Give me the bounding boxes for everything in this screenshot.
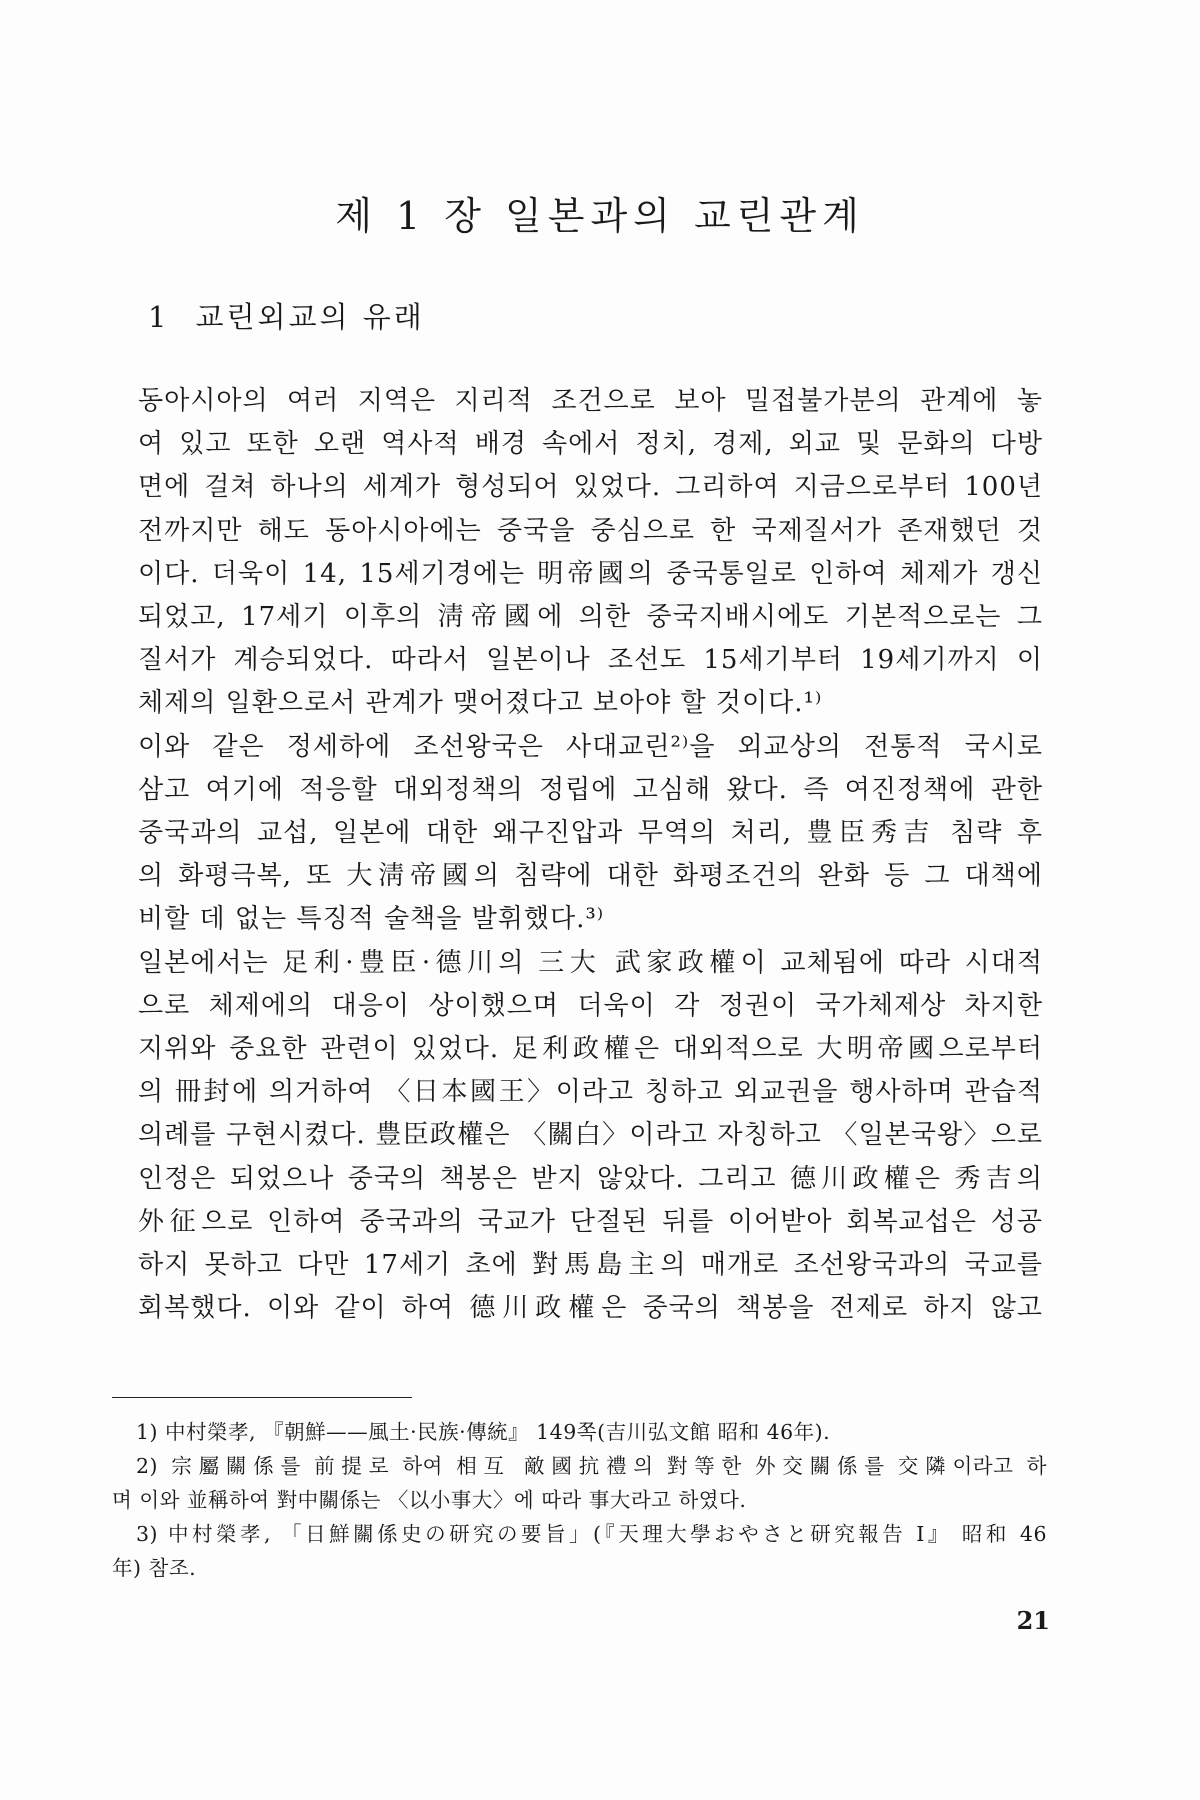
footnotes bbox=[112, 1415, 1047, 1585]
section-number: 1 bbox=[148, 300, 170, 334]
text-line: 의 冊封에 의거하여 〈日本國王〉이라고 칭하고 외교권을 행사하며 관습적 bbox=[138, 1077, 1043, 1108]
chapter-title: 제 1 장 일본과의 교린관계 bbox=[335, 194, 865, 239]
text-line: 면에 걸쳐 하나의 세계가 형성되어 있었다. 그리하여 지금으로부터 100년 bbox=[138, 472, 1043, 503]
text-line: 인정은 되었으나 중국의 책봉은 받지 않았다. 그리고 德川政權은 秀吉의 bbox=[138, 1163, 1043, 1194]
footnote-1 bbox=[112, 1415, 1047, 1449]
text-line: 하지 못하고 다만 17세기 초에 對馬島主의 매개로 조선왕국과의 국교를 bbox=[138, 1250, 1043, 1281]
footnote-line: 1) 中村榮孝, 『朝鮮——風土·民族·傳統』 149쪽(吉川弘文館 昭和 46年). bbox=[136, 1420, 831, 1444]
footnote-line: 3) 中村榮孝, 「日鮮關係史の研究の要旨」(『天理大學おやさと研究報告 Ⅰ』 昭和 46 bbox=[136, 1522, 1047, 1546]
footnote-line: 2) 宗屬關係를 前提로 하여 相互 敵國抗禮의 對等한 外交關係를 交隣이라고 하 bbox=[136, 1454, 1047, 1478]
text-line: 전까지만 해도 동아시아에는 중국을 중심으로 한 국제질서가 존재했던 것 bbox=[138, 515, 1043, 546]
text-line: 이와 같은 정세하에 조선왕국은 사대교린²⁾을 외교상의 전통적 국시로 bbox=[138, 731, 1043, 762]
text-line: 여 있고 또한 오랜 역사적 배경 속에서 정치, 경제, 외교 및 문화의 다방 bbox=[138, 429, 1043, 460]
page-number: 21 bbox=[1016, 1606, 1050, 1635]
text-line: 이다. 더욱이 14, 15세기경에는 明帝國의 중국통일로 인하여 체제가 갱신 bbox=[138, 558, 1043, 589]
footnote-line: 年) 참조. bbox=[112, 1556, 197, 1580]
text-line: 되었고, 17세기 이후의 淸帝國에 의한 중국지배시에도 기본적으로는 그 bbox=[138, 602, 1043, 633]
footnote-line: 며 이와 並稱하여 對中關係는 〈以小事大〉에 따라 事大라고 하였다. bbox=[112, 1488, 747, 1512]
text-line: 체제의 일환으로서 관계가 맺어졌다고 보아야 할 것이다.¹⁾ bbox=[138, 688, 823, 719]
text-line: 회복했다. 이와 같이 하여 德川政權은 중국의 책봉을 전제로 하지 않고 bbox=[138, 1293, 1043, 1324]
footnote-2 bbox=[112, 1449, 1047, 1517]
text-line: 동아시아의 여러 지역은 지리적 조건으로 보아 밀접불가분의 관계에 놓 bbox=[138, 386, 1043, 416]
text-line: 外征으로 인하여 중국과의 국교가 단절된 뒤를 이어받아 회복교섭은 성공 bbox=[138, 1206, 1043, 1237]
text-line: 중국과의 교섭, 일본에 대한 왜구진압과 무역의 처리, 豊臣秀吉 침략 후 bbox=[138, 818, 1043, 849]
paragraph-3 bbox=[138, 942, 1043, 1331]
body-text bbox=[138, 380, 1043, 1330]
text-line: 일본에서는 足利·豊臣·德川의 三大 武家政權이 교체됨에 따라 시대적 bbox=[138, 947, 1043, 978]
text-line: 의례를 구현시켰다. 豊臣政權은 〈關白〉이라고 자칭하고 〈일본국왕〉으로 bbox=[138, 1120, 1043, 1151]
section-heading bbox=[148, 295, 425, 336]
section-title: 교린외교의 유래 bbox=[195, 300, 425, 334]
text-line: 으로 체제에의 대응이 상이했으며 더욱이 각 정권이 국가체제상 차지한 bbox=[138, 990, 1043, 1021]
text-line: 비할 데 없는 특징적 술책을 발휘했다.³⁾ bbox=[138, 904, 605, 935]
text-line: 삼고 여기에 적응할 대외정책의 정립에 고심해 왔다. 즉 여진정책에 관한 bbox=[138, 774, 1043, 805]
paragraph-1 bbox=[138, 380, 1043, 726]
text-line: 의 화평극복, 또 大淸帝國의 침략에 대한 화평조건의 완화 등 그 대책에 bbox=[138, 861, 1043, 892]
text-line: 지위와 중요한 관련이 있었다. 足利政權은 대외적으로 大明帝國으로부터 bbox=[138, 1034, 1043, 1065]
footnote-3 bbox=[112, 1517, 1047, 1585]
footnote-divider bbox=[112, 1397, 412, 1398]
text-line: 질서가 계승되었다. 따라서 일본이나 조선도 15세기부터 19세기까지 이 bbox=[138, 645, 1043, 676]
paragraph-2 bbox=[138, 726, 1043, 942]
